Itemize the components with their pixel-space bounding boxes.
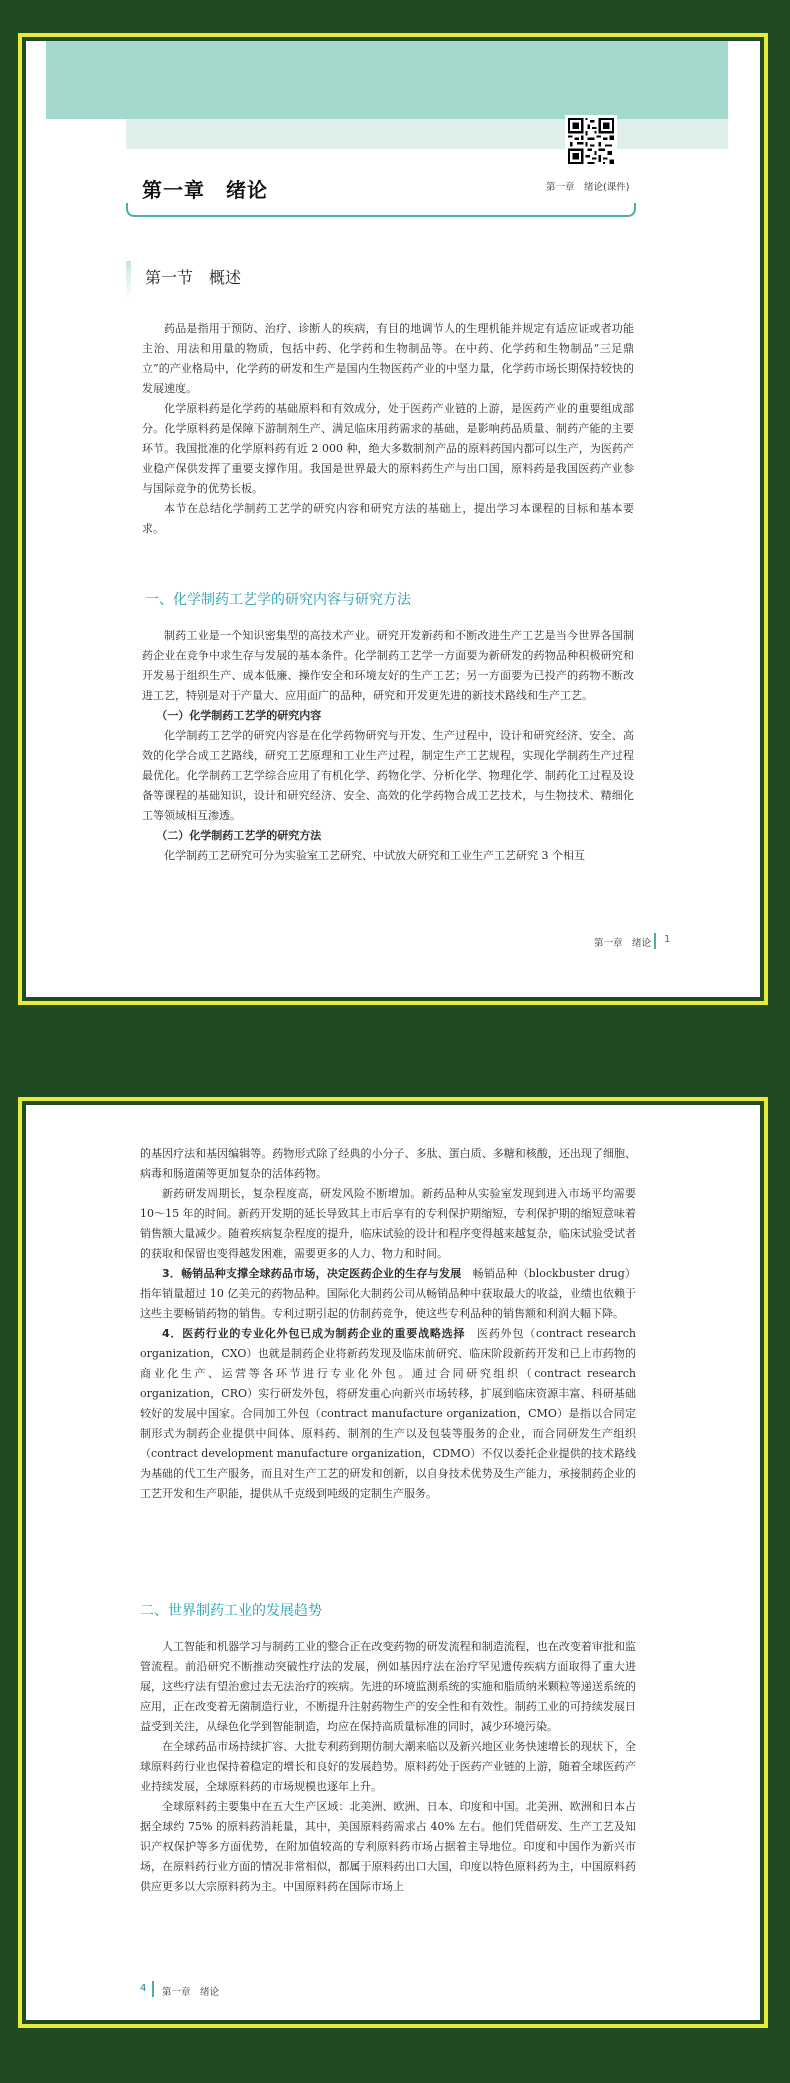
footer-divider [654, 933, 656, 949]
footer-chapter-label: 第一章 绪论 [162, 1987, 220, 1998]
footer-divider [152, 1981, 154, 1997]
intro-paragraph: 药品是指用于预防、治疗、诊断人的疾病，有目的地调节人的生理机能并规定有适应证或者功能主治、用法和用量的物质，包括中药、化学药和生物制品等。在中药、化学药和生物制品“三足鼎立”的产业格局中，化学药的研发和生产是国内生物医药产业的中坚力量，化学药市场长期保持较快的发展速度。 [142, 322, 634, 395]
page-2 [18, 1097, 768, 2028]
intro-paragraph: 本节在总结化学制药工艺学的研究内容和研究方法的基础上，提出学习本课程的目标和基本要求。 [142, 502, 634, 535]
page-1 [18, 33, 768, 1005]
page-1-content [26, 41, 760, 997]
section-accent-bar [126, 261, 131, 299]
body-paragraph: 3．畅销品种支撑全球药品市场，决定医药企业的生存与发展 畅销品种（blockbuster drug）指年销量超过 10 亿美元的药物品种。国际化大制药公司从畅销品种中获取最大的收益，业绩也依赖于这些主要畅销药物的销售。专利过期引起的仿制药竞争，使这些专利品种的销售额和利润大幅下降。 [140, 1267, 636, 1320]
page-number: 4 [140, 1983, 147, 1994]
body-paragraph: 化学制药工艺研究可分为实验室工艺研究、中试放大研究和工业生产工艺研究 3 个相互 [164, 849, 585, 862]
intro-paragraph: 化学原料药是化学药的基础原料和有效成分，处于医药产业链的上游，是医药产业的重要组成部分。化学原料药是保障下游制剂生产、满足临床用药需求的基础，是影响药品质量、制药产能的主要环节。我国批准的化学原料药有近 2 000 种，绝大多数制剂产品的原料药国内都可以生产，为医药产业稳产保供发挥了重要支撑作用。我国是世界最大的原料药生产与出口国，原料药是我国医药产业参与国际竞争的优势长板。 [142, 402, 634, 495]
body-paragraph: 全球原料药主要集中在五大生产区域：北美洲、欧洲、日本、印度和中国。北美洲、欧洲和日本占据全球约 75% 的原料药消耗量，其中，美国原料药需求占 40% 左右。他们凭借研发、生产工艺及知识产权保护等多方面优势，在附加值较高的专利原料药市场占据着主导地位。印度和中国作为新兴市场，在原料药行业方面的情况非常相似，都属于原料药出口大国，印度以特色原料药为主，中国原料药供应更多以大宗原料药为主。中国原料药在国际市场上 [140, 1800, 636, 1893]
title-underline [126, 203, 636, 217]
courseware-label[interactable]: 第一章 绪论(课件) [546, 182, 630, 193]
body-paragraph: 化学制药工艺学的研究内容是在化学药物研究与开发、生产过程中，设计和研究经济、安全、高效的化学合成工艺路线，研究工艺原理和工业生产过程，制定生产工艺规程，实现化学制药生产过程最优化。化学制药工艺学综合应用了有机化学、药物化学、分析化学、物理化学、制药化工过程及设备等课程的基础知识，设计和研究经济、安全、高效的化学药物合成工艺技术，与生物技术、精细化工等领域相互渗透。 [142, 729, 634, 822]
body-paragraph: 制药工业是一个知识密集型的高技术产业。研究开发新药和不断改进生产工艺是当今世界各国制药企业在竞争中求生存与发展的基本条件。化学制药工艺学一方面要为新研发的药物品种积极研究和开发易于组织生产、成本低廉、操作安全和环境友好的生产工艺；另一方面要为已投产的药物不断改进工艺，特别是对于产量大、应用面广的品种，研究和开发更先进的新技术路线和生产工艺。 [142, 629, 634, 702]
research-text [142, 626, 634, 866]
body-paragraph: 的基因疗法和基因编辑等。药物形式除了经典的小分子、多肽、蛋白质、多糖和核酸，还出现了细胞、病毒和肠道菌等更加复杂的活体药物。 [140, 1147, 636, 1180]
heading-world-trends: 二、世界制药工业的发展趋势 [140, 1603, 322, 1619]
body-paragraph: 在全球药品市场持续扩容、大批专利药到期仿制大潮来临以及新兴地区业务快速增长的现状下，全球原料药行业也保持着稳定的增长和良好的发展趋势。原料药处于医药产业链的上游，随着全球医药产业持续发展，全球原料药的市场规模也逐年上升。 [140, 1740, 636, 1793]
header-band [46, 41, 728, 119]
subheading-method: （二）化学制药工艺学的研究方法 [156, 829, 322, 842]
chapter-title: 第一章 绪论 [142, 178, 268, 202]
world-trends-text [140, 1637, 636, 1897]
footer-chapter-label: 第一章 绪论 [594, 938, 652, 949]
intro-text [142, 319, 634, 539]
subheading-content: （一）化学制药工艺学的研究内容 [156, 709, 322, 722]
header-band-lower [126, 119, 728, 149]
trends-text [140, 1144, 636, 1504]
body-paragraph: 人工智能和机器学习与制药工业的整合正在改变药物的研发流程和制造流程，也在改变着审批和监管流程。前沿研究不断推动突破性疗法的发展，例如基因疗法在治疗罕见遗传疾病方面取得了重大进展，这些疗法有望治愈过去无法治疗的疾病。先进的环境监测系统的实施和脂质纳米颗粒等递送系统的应用，正在改变着无菌制造行业，不断提升注射药物生产的安全性和有效性。制药工业的可持续发展日益受到关注，从绿色化学到智能制造，均应在保持高质量标准的同时，减少环境污染。 [140, 1640, 636, 1733]
page-number: 1 [664, 934, 671, 945]
body-paragraph: 4．医药行业的专业化外包已成为制药企业的重要战略选择 医药外包（contract research organization，CXO）也就是制药企业将新药发现及临床前研究、临床阶段新药开发和已上市药物的商业化生产、运营等各环节进行专业化外包。通过合同研究组织（contract research organization，CRO）实行研发外包，将研发重心向新兴市场转移，扩展到临床资源丰富、科研基础较好的发展中国家。合同加工外包（contract manufacture organization，CMO）是指以合同定制形式为制药企业提供中间体、原料药、制剂的生产以及包装等服务的企业，而合同研发生产组织（contract development manufacture organization，CDMO）不仅以委托企业提供的技术路线为基础的代工生产服务，而且对生产工艺的研发和创新，以自身技术优势及生产能力，承接制药企业的工艺开发和生产职能，提供从千克级到吨级的定制生产服务。 [140, 1327, 636, 1500]
heading-research-content: 一、化学制药工艺学的研究内容与研究方法 [145, 592, 411, 608]
body-paragraph: 新药研发周期长，复杂程度高，研发风险不断增加。新药品种从实验室发现到进入市场平均需要 10～15 年的时间。新药开发期的延长导致其上市后享有的专利保护期缩短，专利保护期的缩短意味着销售额大量减少。随着疾病复杂程度的提升，临床试验的设计和程序变得越来越复杂，临床试验受试者的获取和保留也变得越发困难，需要更多的人力、物力和时间。 [140, 1187, 636, 1260]
qr-code-icon[interactable] [565, 115, 617, 167]
section-title: 第一节 概述 [145, 268, 242, 287]
page-2-content [26, 1105, 760, 2020]
